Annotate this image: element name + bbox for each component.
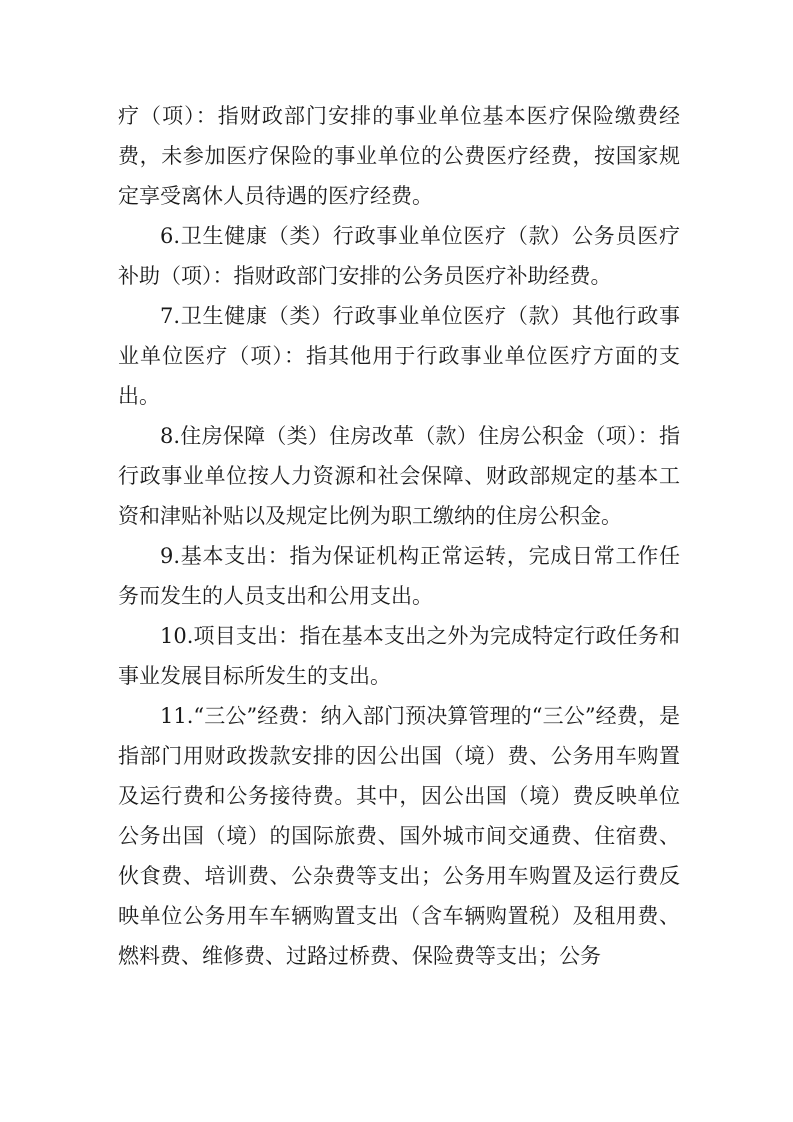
paragraph-item-7: 7.卫生健康（类）行政事业单位医疗（款）其他行政事业单位医疗（项）：指其他用于行政事业单位医疗方面的支出。 (118, 304, 680, 408)
paragraph-item-11: 11.“三公”经费：纳入部门预决算管理的“三公”经费，是指部门用财政拨款安排的因公出国（境）费、公务用车购置及运行费和公务接待费。其中，因公出国（境）费反映单位公务出国（境）的国际旅费、国外城市间交通费、住宿费、伙食费、培训费、公杂费等支出；公务用车购置及运行费反映单位公务用车车辆购置支出（含车辆购置税）及租用费、燃料费、维修费、过路过桥费、保险费等支出；公务 (118, 704, 680, 968)
body-text (118, 96, 680, 976)
paragraph-item-6: 6.卫生健康（类）行政事业单位医疗（款）公务员医疗补助（项）：指财政部门安排的公务员医疗补助经费。 (118, 224, 680, 288)
paragraph-item-10: 10.项目支出：指在基本支出之外为完成特定行政任务和事业发展目标所发生的支出。 (118, 624, 680, 688)
paragraph-item-9: 9.基本支出：指为保证机构正常运转，完成日常工作任务而发生的人员支出和公用支出。 (118, 544, 680, 608)
paragraph-medical-continued: 疗（项）：指财政部门安排的事业单位基本医疗保险缴费经费，未参加医疗保险的事业单位的公费医疗经费，按国家规定享受离休人员待遇的医疗经费。 (118, 104, 680, 208)
paragraph-item-8: 8.住房保障（类）住房改革（款）住房公积金（项）：指行政事业单位按人力资源和社会保障、财政部规定的基本工资和津贴补贴以及规定比例为职工缴纳的住房公积金。 (118, 424, 680, 528)
